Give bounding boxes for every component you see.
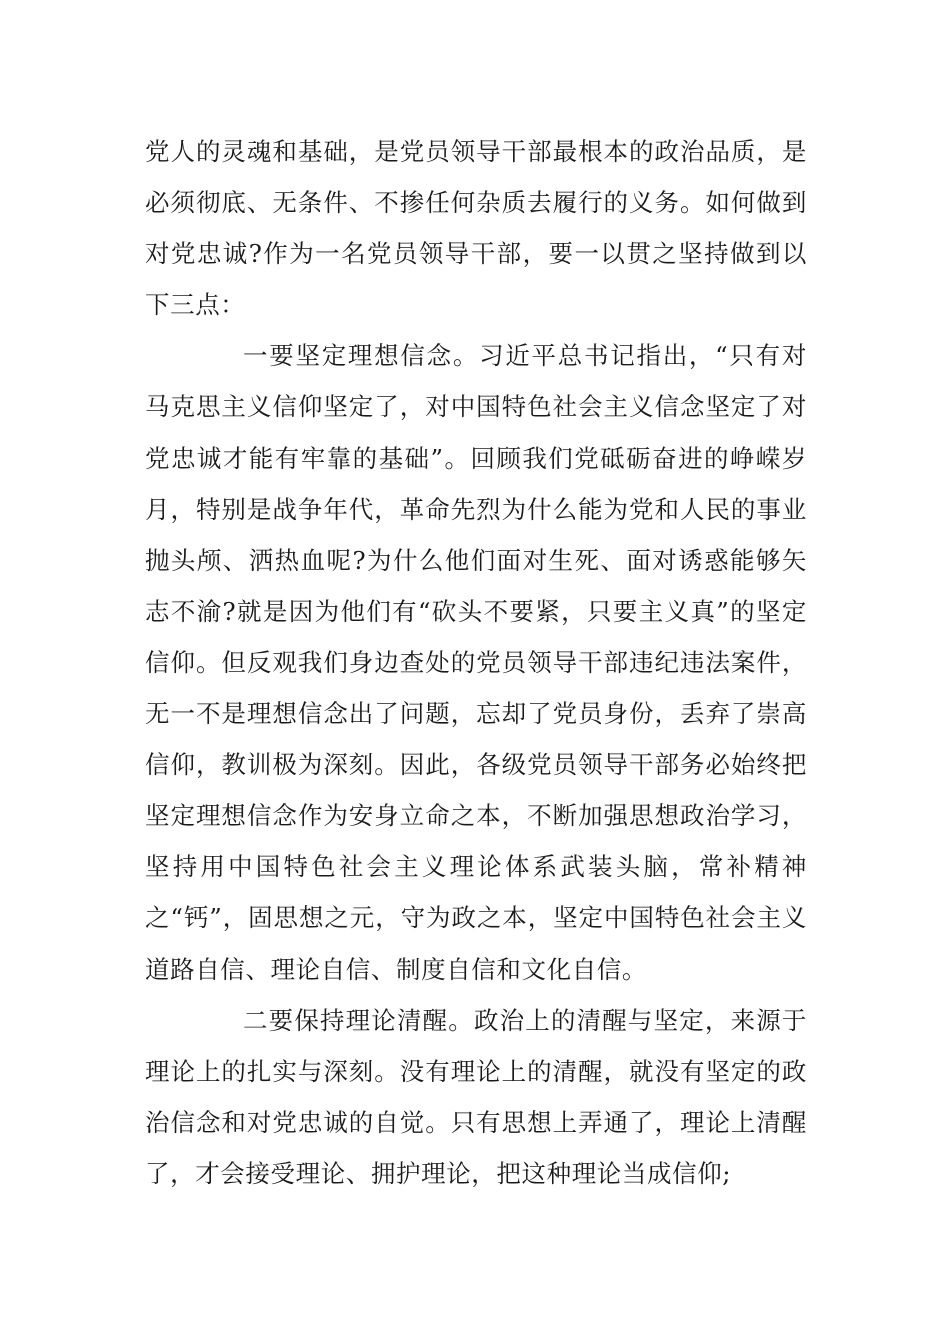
paragraph-ideals: 一要坚定理想信念。习近平总书记指出，“只有对马克思主义信仰坚定了，对中国特色社会主义信念坚定了对党忠诚才能有牢靠的基础”。回顾我们党砥砺奋进的峥嵘岁月，特别是战争年代，革命先烈为什么能为党和人民的事业抛头颅、洒热血呢?为什么他们面对生死、面对诱惑能够矢志不渝?就是因为他们有“砍头不要紧，只要主义真”的坚定信仰。但反观我们身边查处的党员领导干部违纪违法案件，无一不是理想信念出了问题，忘却了党员身份，丢弃了崇高信仰，教训极为深刻。因此，各级党员领导干部务必始终把坚定理想信念作为安身立命之本，不断加强思想政治学习，坚持用中国特色社会主义理论体系武装头脑，常补精神之“钙”，固思想之元，守为政之本，坚定中国特色社会主义道路自信、理论自信、制度自信和文化自信。 <box>145 341 807 984</box>
paragraph-intro: 党人的灵魂和基础，是党员领导干部最根本的政治品质，是必须彻底、无条件、不掺任何杂质去履行的义务。如何做到对党忠诚?作为一名党员领导干部，要一以贯之坚持做到以下三点： <box>145 137 807 320</box>
document-body <box>145 126 807 1199</box>
paragraph-theory: 二要保持理论清醒。政治上的清醒与坚定，来源于理论上的扎实与深刻。没有理论上的清醒，就没有坚定的政治信念和对党忠诚的自觉。只有思想上弄通了，理论上清醒了，才会接受理论、拥护理论，把这种理论当成信仰; <box>145 1005 807 1188</box>
